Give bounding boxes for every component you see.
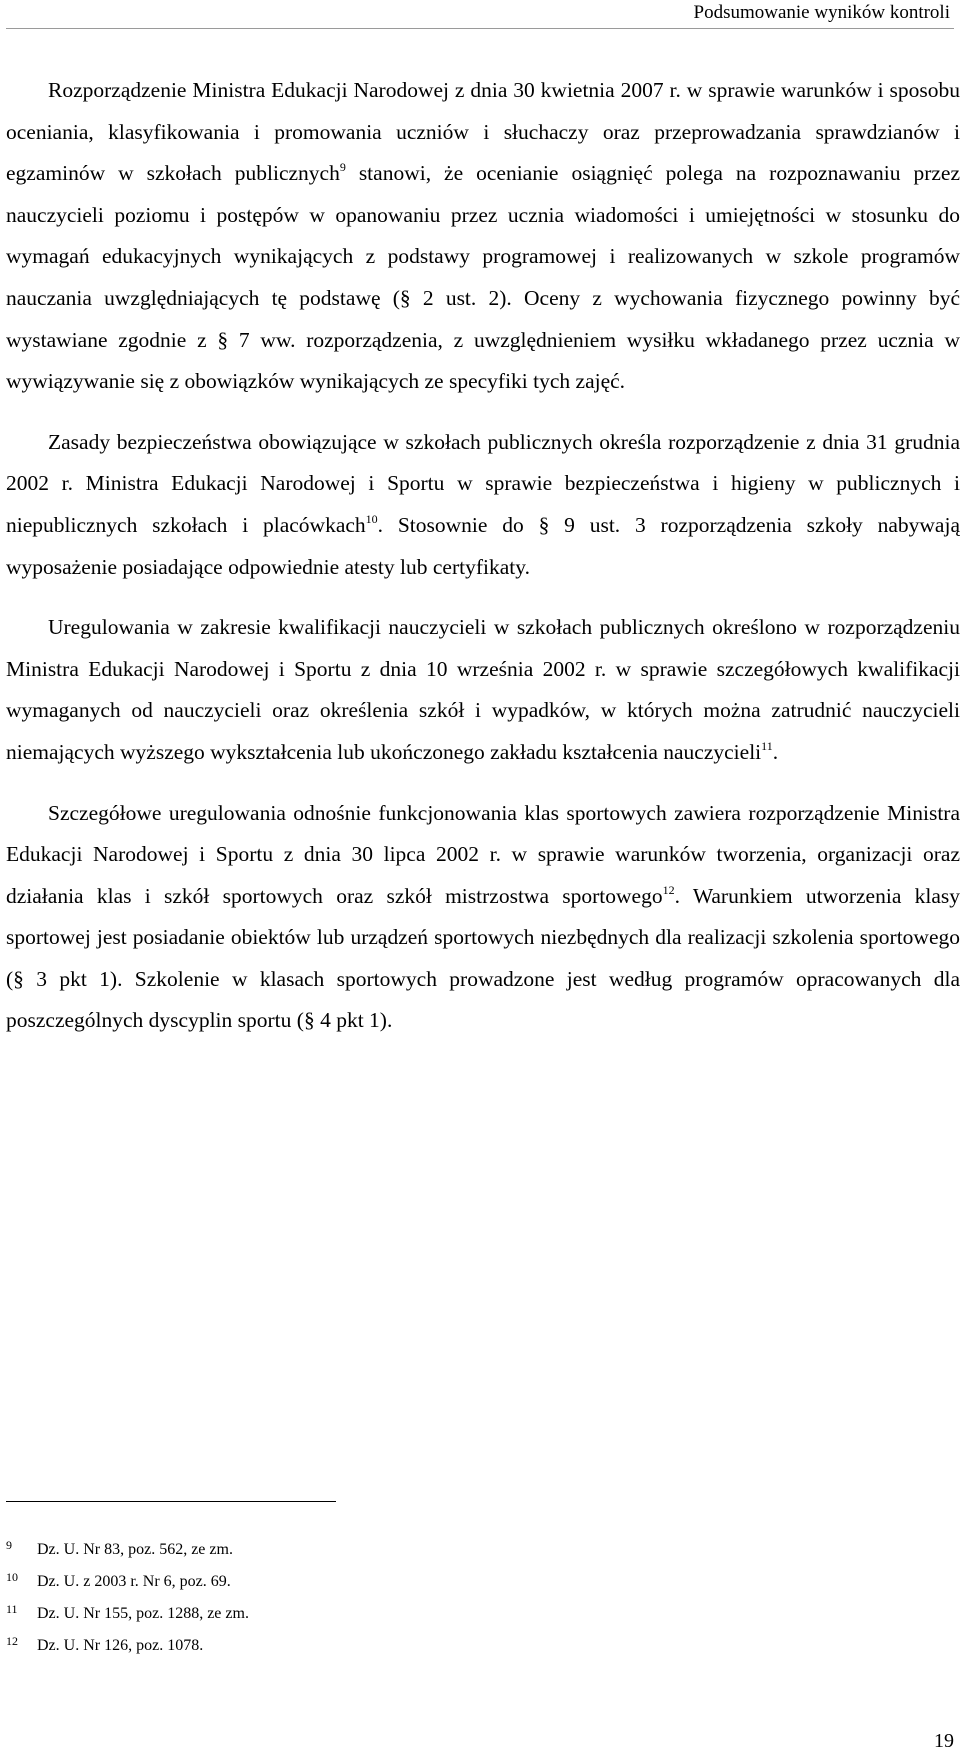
paragraph-text: stanowi, że ocenianie osiągnięć polega na rozpoznawaniu przez nauczycieli poziomu i postępów w opanowaniu przez ucznia wiadomości i umiejętności w stosunku do wymagań edukacyjnych wynikających z podstawy programowej i realizowanych w szkole programów nauczania uwzględniających tę podstawę (§ 2 ust. 2). Oceny z wychowania fizycznego powinny być wystawiane zgodnie z § 7 ww. rozporządzenia, z uwzględnieniem wysiłku wkładanego przez ucznia w wywiązywanie się z obowiązków wynikających ze specyfiki tych zajęć. (6, 161, 960, 394)
main-text (6, 70, 960, 1042)
paragraph-text: . Stosownie do § 9 ust. 3 rozporządzenia szkoły nabywają wyposażenie posiadające odpowiednie atesty lub certyfikaty. (6, 512, 960, 579)
page-header (6, 0, 954, 29)
footnote-number: 10 (6, 1570, 18, 1584)
footnote (6, 1604, 249, 1636)
footnote (6, 1636, 249, 1668)
footnote (6, 1540, 249, 1572)
footnotes (6, 1540, 249, 1668)
footnote-text: Dz. U. Nr 126, poz. 1078. (37, 1637, 204, 1654)
paragraph-text: Zasady bezpieczeństwa obowiązujące w szkołach publicznych określa rozporządzenie z dnia 31 grudnia 2002 r. Ministra Edukacji Narodowej i Sportu w sprawie bezpieczeństwa i higieny w publicznych i niepublicznych szkołach i placówkach (6, 429, 960, 537)
footnote-separator (6, 1501, 336, 1502)
footnote-number: 12 (6, 1634, 18, 1648)
footnote-number: 9 (6, 1538, 12, 1552)
paragraph (6, 607, 960, 773)
footnote-text: Dz. U. Nr 83, poz. 562, ze zm. (37, 1541, 233, 1558)
running-header-title: Podsumowanie wyników kontroli (693, 2, 950, 23)
footnote-reference: 10 (365, 511, 378, 526)
paragraph-text: Rozporządzenie Ministra Edukacji Narodowej z dnia 30 kwietnia 2007 r. w sprawie warunków i sposobu oceniania, klasyfikowania i promowania uczniów i słuchaczy oraz przeprowadzania sprawdzianów i egzaminów w szkołach publicznych (6, 78, 960, 186)
paragraph-text: Uregulowania w zakresie kwalifikacji nauczycieli w szkołach publicznych określono w rozporządzeniu Ministra Edukacji Narodowej i Sportu z dnia 10 września 2002 r. w sprawie szczegółowych kwalifikacji wymaganych od nauczycieli oraz określenia szkół i wypadków, w których można zatrudnić nauczycieli niemających wyższego wykształcenia lub ukończonego zakładu kształcenia nauczycieli (6, 615, 960, 764)
footnote-reference: 11 (761, 738, 773, 753)
footnote-reference: 9 (339, 160, 346, 175)
footnote-text: Dz. U. Nr 155, poz. 1288, ze zm. (37, 1605, 249, 1622)
footnote-number: 11 (6, 1602, 18, 1616)
footnote (6, 1572, 249, 1604)
paragraph-text: . Warunkiem utworzenia klasy sportowej jest posiadanie obiektów lub urządzeń sportowych niezbędnych dla realizacji szkolenia sportowego (§ 3 pkt 1). Szkolenie w klasach sportowych prowadzone jest według programów opracowanych dla poszczególnych dyscyplin sportu (§ 4 pkt 1). (6, 883, 960, 1033)
paragraph-text: . (772, 739, 779, 764)
page-number: 19 (934, 1730, 954, 1752)
footnote-reference: 12 (662, 882, 675, 897)
paragraph (6, 422, 960, 588)
paragraph (6, 70, 960, 403)
paragraph (6, 793, 960, 1043)
paragraph-text: Szczegółowe uregulowania odnośnie funkcjonowania klas sportowych zawiera rozporządzenie Ministra Edukacji Narodowej i Sportu z dnia 30 lipca 2002 r. w sprawie warunków tworzenia, organizacji oraz działania klas i szkół sportowych oraz szkół mistrzostwa sportowego (6, 800, 960, 908)
footnote-text: Dz. U. z 2003 r. Nr 6, poz. 69. (37, 1573, 231, 1590)
